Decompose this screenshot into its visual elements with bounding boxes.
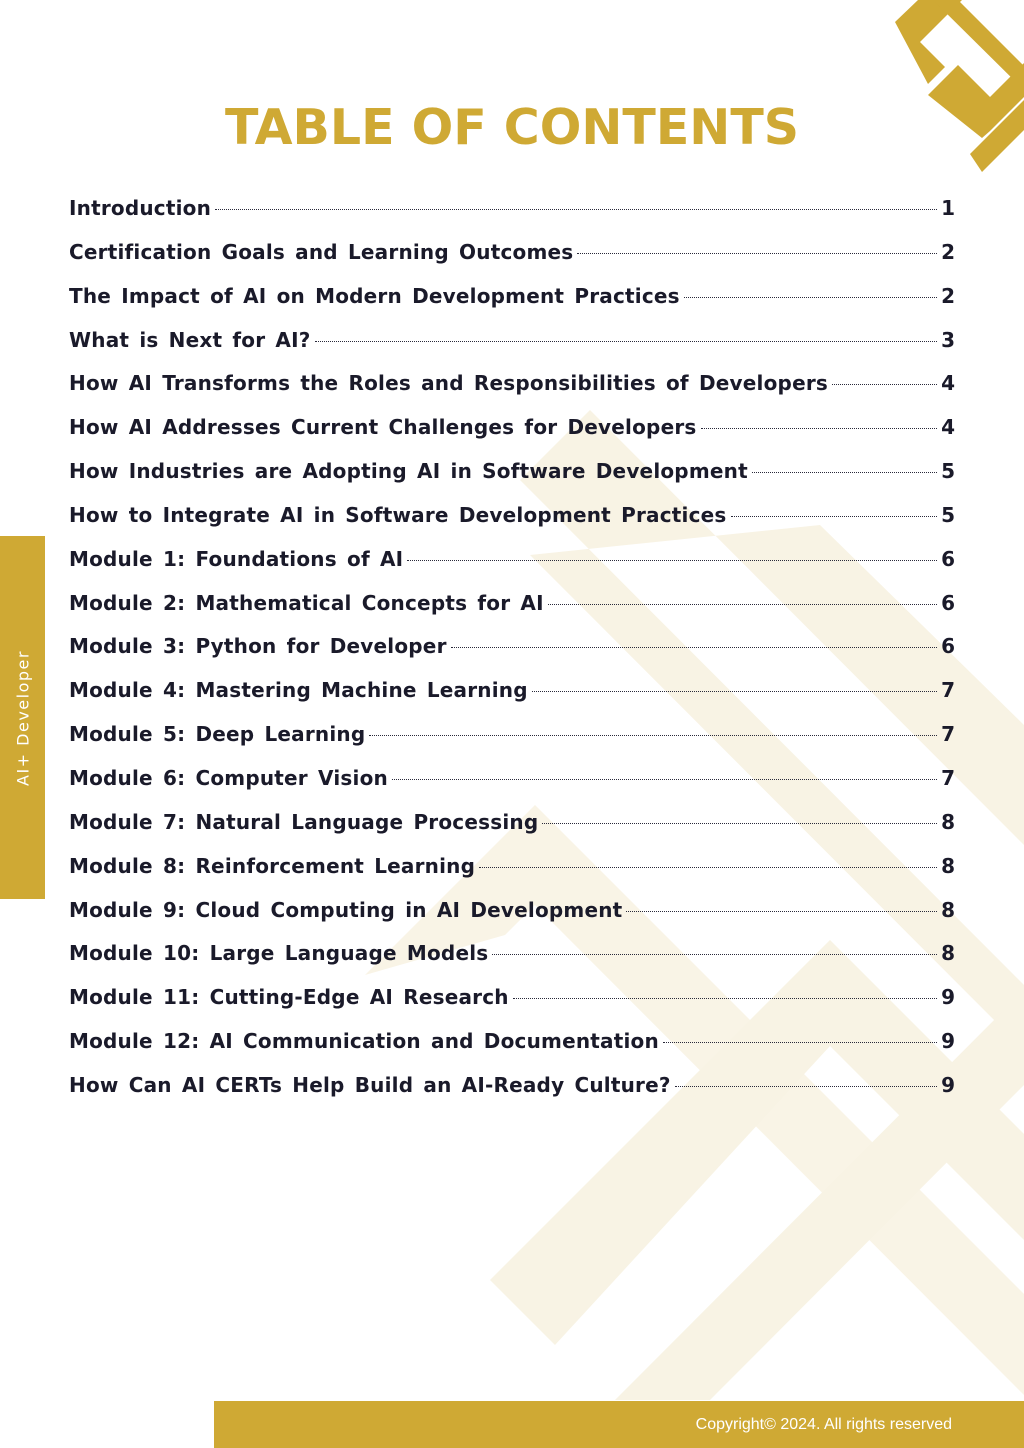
table-of-contents (69, 187, 955, 1108)
toc-dot-leader (752, 472, 937, 473)
toc-dot-leader (542, 823, 937, 824)
toc-dot-leader (701, 428, 937, 429)
toc-entry-title[interactable]: Module 11: Cutting-Edge AI Research (69, 985, 509, 1010)
toc-entry[interactable] (69, 845, 955, 889)
toc-entry[interactable] (69, 187, 955, 231)
toc-entry-title[interactable]: How Industries are Adopting AI in Software Development (69, 459, 748, 484)
toc-page-number[interactable]: 9 (941, 1029, 955, 1054)
toc-dot-leader (479, 867, 937, 868)
toc-entry[interactable] (69, 932, 955, 976)
toc-entry-title[interactable]: Module 3: Python for Developer (69, 634, 447, 659)
toc-dot-leader (369, 735, 937, 736)
toc-page-number[interactable]: 1 (941, 196, 955, 220)
toc-dot-leader (451, 647, 937, 648)
toc-page-number[interactable]: 8 (941, 809, 955, 834)
footer-bar (214, 1401, 1024, 1448)
toc-dot-leader (492, 954, 937, 955)
toc-dot-leader (315, 341, 937, 342)
toc-entry-title[interactable]: Module 4: Mastering Machine Learning (69, 678, 528, 703)
toc-page-number[interactable]: 3 (941, 327, 955, 352)
toc-page-number[interactable]: 4 (941, 371, 955, 396)
toc-entry-title[interactable]: Module 1: Foundations of AI (69, 546, 404, 571)
toc-entry-title[interactable]: How to Integrate AI in Software Development Practices (69, 502, 727, 527)
toc-page-number[interactable]: 6 (941, 634, 955, 659)
toc-page-number[interactable]: 7 (941, 722, 955, 747)
toc-entry-title[interactable]: Module 5: Deep Learning (69, 722, 366, 747)
toc-entry-title[interactable]: What is Next for AI? (69, 327, 311, 352)
toc-entry-title[interactable]: How AI Addresses Current Challenges for Developers (69, 415, 697, 440)
toc-entry-title[interactable]: Introduction (69, 196, 212, 220)
toc-page-number[interactable]: 4 (941, 415, 955, 440)
toc-page-number[interactable]: 8 (941, 941, 955, 966)
toc-page-number[interactable]: 9 (941, 985, 955, 1010)
toc-entry-title[interactable]: Module 2: Mathematical Concepts for AI (69, 590, 544, 615)
toc-page-number[interactable]: 6 (941, 546, 955, 571)
toc-entry[interactable] (69, 669, 955, 713)
toc-entry-title[interactable]: Certification Goals and Learning Outcomes (69, 239, 574, 264)
toc-page-number[interactable]: 9 (941, 1072, 955, 1097)
toc-entry[interactable] (69, 538, 955, 582)
toc-entry[interactable] (69, 713, 955, 757)
toc-entry-title[interactable]: How Can AI CERTs Help Build an AI-Ready Culture? (69, 1072, 671, 1097)
side-tab (0, 536, 45, 899)
side-tab-label: AI+ Developer (13, 649, 32, 786)
toc-entry[interactable] (69, 757, 955, 801)
toc-dot-leader (548, 604, 937, 605)
toc-entry-title[interactable]: Module 10: Large Language Models (69, 941, 489, 966)
toc-entry[interactable] (69, 1020, 955, 1064)
toc-dot-leader (663, 1042, 937, 1043)
toc-page-number[interactable]: 5 (941, 502, 955, 527)
toc-page-number[interactable]: 5 (941, 459, 955, 484)
toc-entry[interactable] (69, 450, 955, 494)
toc-entry[interactable] (69, 406, 955, 450)
toc-dot-leader (513, 998, 937, 999)
toc-entry-title[interactable]: Module 12: AI Communication and Documentation (69, 1029, 659, 1054)
toc-entry[interactable] (69, 362, 955, 406)
toc-dot-leader (626, 911, 937, 912)
toc-entry[interactable] (69, 494, 955, 538)
toc-entry[interactable] (69, 319, 955, 363)
toc-entry-title[interactable]: Module 9: Cloud Computing in AI Development (69, 897, 623, 922)
toc-dot-leader (215, 209, 937, 210)
toc-page-number[interactable]: 7 (941, 678, 955, 703)
toc-entry[interactable] (69, 1064, 955, 1108)
toc-dot-leader (407, 560, 937, 561)
page-title: TABLE OF CONTENTS (224, 99, 800, 156)
toc-dot-leader (392, 779, 937, 780)
toc-dot-leader (684, 297, 937, 298)
toc-entry-title[interactable]: The Impact of AI on Modern Development Practices (69, 283, 680, 308)
toc-entry[interactable] (69, 625, 955, 669)
toc-page-number[interactable]: 8 (941, 897, 955, 922)
toc-entry[interactable] (69, 976, 955, 1020)
toc-dot-leader (675, 1086, 937, 1087)
toc-page-number[interactable]: 2 (941, 239, 955, 264)
toc-page-number[interactable]: 7 (941, 765, 955, 790)
toc-entry[interactable] (69, 801, 955, 845)
toc-entry[interactable] (69, 889, 955, 933)
toc-entry-title[interactable]: How AI Transforms the Roles and Responsibilities of Developers (69, 371, 828, 396)
toc-page-number[interactable]: 6 (941, 590, 955, 615)
toc-dot-leader (532, 691, 937, 692)
toc-page-number[interactable]: 8 (941, 853, 955, 878)
toc-entry[interactable] (69, 582, 955, 626)
toc-entry-title[interactable]: Module 6: Computer Vision (69, 765, 388, 790)
toc-entry-title[interactable]: Module 7: Natural Language Processing (69, 809, 539, 834)
toc-entry[interactable] (69, 231, 955, 275)
toc-dot-leader (832, 384, 937, 385)
toc-page-number[interactable]: 2 (941, 283, 955, 308)
toc-entry-title[interactable]: Module 8: Reinforcement Learning (69, 853, 476, 878)
toc-entry[interactable] (69, 275, 955, 319)
toc-dot-leader (577, 253, 937, 254)
toc-dot-leader (731, 516, 937, 517)
copyright-text: Copyright© 2024. All rights reserved (695, 1416, 952, 1433)
